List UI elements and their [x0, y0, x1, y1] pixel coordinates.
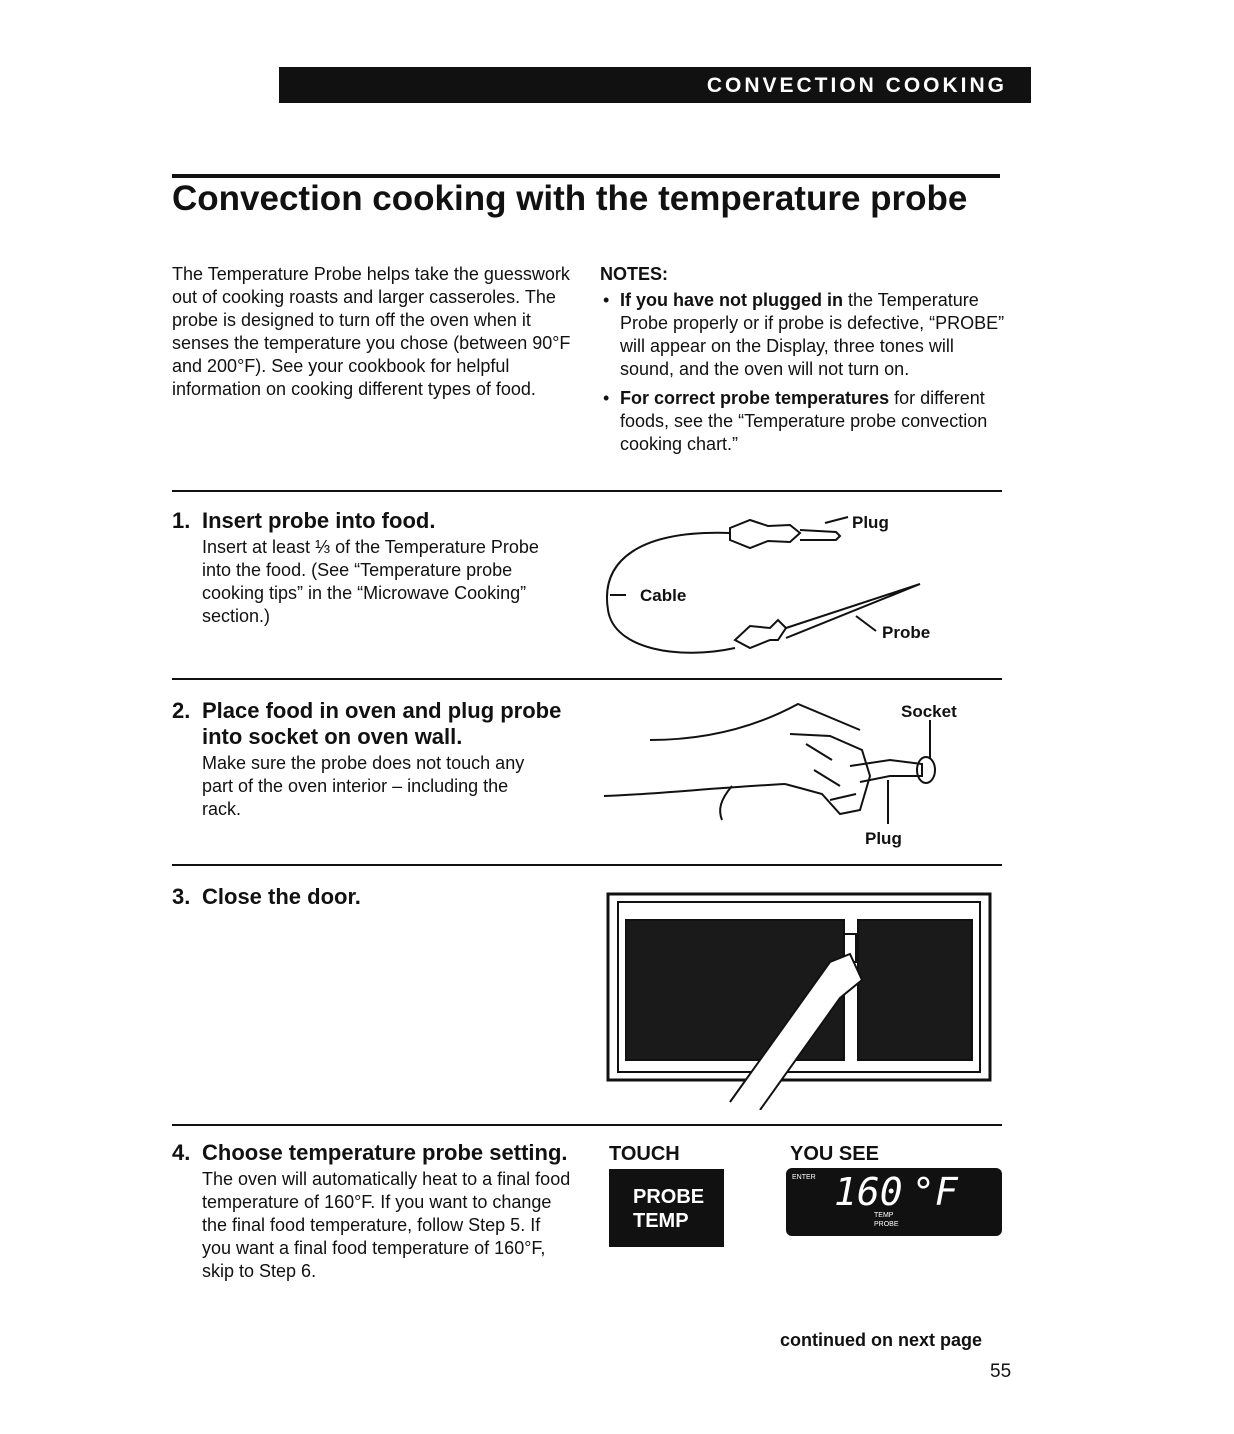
- note-bold: For correct probe temperatures: [620, 388, 890, 408]
- bullet-icon: •: [603, 290, 610, 310]
- divider: [172, 864, 1002, 866]
- plug-handle: [730, 520, 800, 548]
- button-line-2: TEMP: [633, 1210, 689, 1232]
- page-title: Convection cooking with the temperature probe: [172, 179, 968, 218]
- temp-indicator: TEMP: [874, 1212, 894, 1219]
- section-title: CONVECTION COOKING: [706, 74, 1007, 97]
- socket-label: Socket: [901, 702, 957, 721]
- section-banner: [279, 67, 1031, 103]
- step-number: 1.: [172, 508, 191, 533]
- step-body: The oven will automatically heat to a final food temperature of 160°F. If you want to change the final food temperature, follow Step 5. If you want a final food temperature of 160°F, skip to Step 6.: [202, 1169, 571, 1281]
- socket-ring: [917, 757, 935, 783]
- divider: [172, 1124, 1002, 1126]
- notes-heading: NOTES:: [600, 264, 669, 284]
- step-number: 4.: [172, 1140, 191, 1165]
- display-panel: [786, 1168, 1002, 1236]
- you-see-label: YOU SEE: [790, 1143, 879, 1165]
- probe-handle: [735, 620, 786, 648]
- probe-temp-button[interactable]: [609, 1169, 724, 1247]
- oven-door-illustration: [600, 890, 1000, 1110]
- step-body: Make sure the probe does not touch any part of the oven interior – including the rack.: [202, 753, 525, 819]
- step-title: Close the door.: [202, 884, 361, 909]
- step-title: Insert probe into food.: [202, 508, 436, 533]
- note-text: for different foods, see the “Temperature probe convection cooking chart.”: [620, 388, 988, 454]
- hand: [785, 734, 870, 814]
- arm-upper: [650, 704, 860, 740]
- control-panel: [858, 920, 972, 1060]
- note-item: [600, 387, 1010, 456]
- probe-indicator: PROBE: [874, 1221, 899, 1228]
- button-line-1: PROBE: [633, 1186, 705, 1208]
- step-1: [172, 508, 572, 628]
- step-2: [172, 698, 572, 821]
- touch-label: TOUCH: [609, 1143, 680, 1165]
- note-text: the Temperature Probe properly or if probe is defective, “PROBE” will appear on the Display, three tones will sound, and the oven will not turn on.: [620, 290, 1005, 379]
- cable-loop: [720, 786, 732, 820]
- note-bold: If you have not plugged in: [620, 290, 843, 310]
- step-3: [172, 884, 572, 910]
- notes-block: [600, 263, 1010, 462]
- step-number: 2.: [172, 698, 191, 723]
- plug-tip: [800, 530, 840, 540]
- plug-leader: [825, 517, 848, 523]
- divider: [172, 490, 1002, 492]
- enter-indicator: ENTER: [792, 1174, 816, 1181]
- intro-paragraph: The Temperature Probe helps take the guesswork out of cooking roasts and larger casseroles. The probe is designed to turn off the oven when it senses the temperature you chose (between 90°F and 200°F). See your cookbook for helpful information on cooking different types of food.: [172, 264, 571, 399]
- temperature-readout: 160: [834, 1170, 903, 1214]
- arm-lower: [604, 784, 785, 796]
- plug-label: Plug: [865, 829, 902, 848]
- step-title: Place food in oven and plug probe into socket on oven wall.: [202, 698, 562, 749]
- probe-plug: [850, 760, 922, 782]
- probe-label: Probe: [882, 623, 931, 642]
- step-4: [172, 1140, 572, 1283]
- temperature-unit: °F: [912, 1170, 958, 1214]
- step-title: Choose temperature probe setting.: [202, 1140, 568, 1165]
- note-item: [600, 289, 1010, 381]
- page-number: 55: [990, 1361, 1012, 1382]
- step-body: Insert at least ⅓ of the Temperature Probe into the food. (See “Temperature probe cooking tips” in the “Microwave Cooking” section.): [202, 537, 539, 626]
- plug-label: Plug: [852, 513, 889, 532]
- cable-label: Cable: [640, 586, 687, 605]
- probe-illustration: [600, 500, 1000, 670]
- step-number: 3.: [172, 884, 191, 909]
- divider: [172, 678, 1002, 680]
- probe-leader: [856, 616, 876, 631]
- title-rule: [172, 174, 1000, 178]
- continued-note: continued on next page: [780, 1330, 983, 1350]
- bullet-icon: •: [603, 388, 610, 408]
